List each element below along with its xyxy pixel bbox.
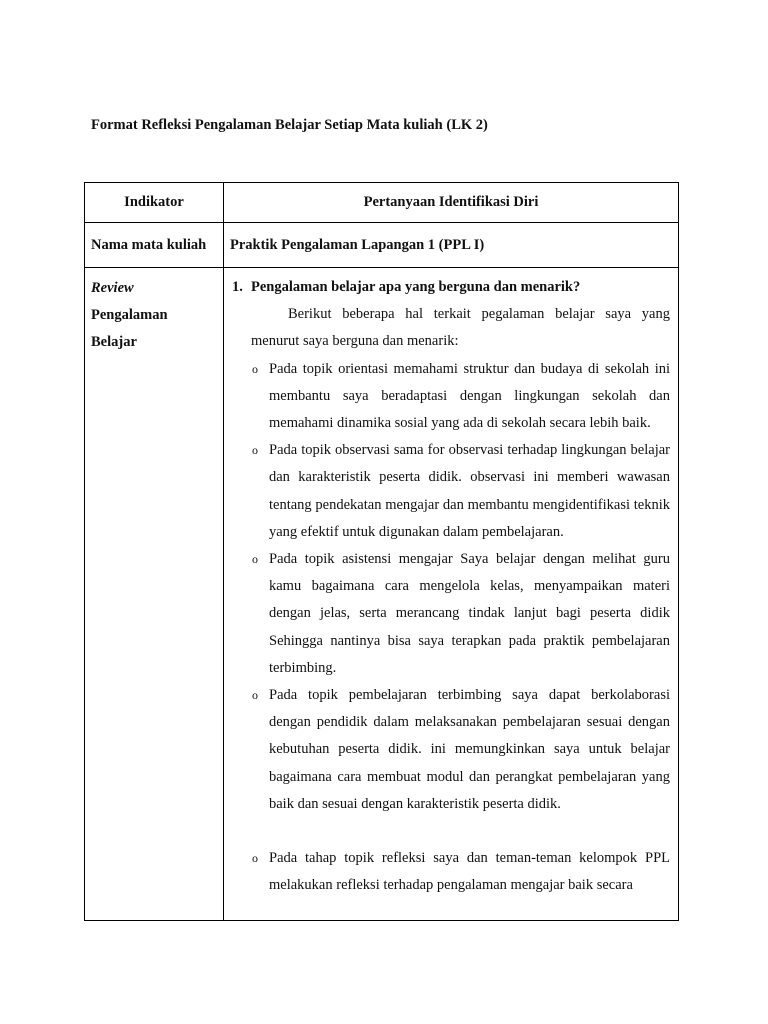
list-item xyxy=(232,437,670,546)
list-item xyxy=(232,845,670,899)
list-item-text: Pada topik pembelajaran terbimbing saya dapat berkolaborasi dengan pendidik dalam melaksanakan pembelajaran sesuai dengan kebutuhan peserta didik. ini memungkinkan saya untuk belajar bagaimana cara membuat modul dan perangkat pembelajaran yang baik dan sesuai dengan karakteristik peserta didik. xyxy=(269,687,670,812)
review-label-italic: Review xyxy=(91,280,134,296)
review-row xyxy=(85,268,679,921)
list-item-text: Pada tahap topik refleksi saya dan teman-teman kelompok PPL melakukan refleksi terhadap pengalaman mengajar baik secara xyxy=(269,850,670,894)
list-item-text: Pada topik asistensi mengajar Saya belajar dengan melihat guru kamu bagaimana cara mengelola kelas, menyampaikan materi dengan jelas, serta merancang tindak lanjut bagi peserta didik Sehingga nantinya bisa saya terapkan pada praktik pembelajaran terbimbing. xyxy=(269,551,670,676)
course-row xyxy=(85,223,679,268)
intro-paragraph: Berikut beberapa hal terkait pegalaman belajar saya yang menurut saya berguna dan menarik: xyxy=(251,306,670,350)
header-indikator: Indikator xyxy=(85,183,224,223)
bullet-marker: o xyxy=(252,552,258,567)
review-content-cell xyxy=(224,268,679,921)
list-item xyxy=(232,356,670,438)
list-item xyxy=(232,682,670,818)
list-item xyxy=(232,546,670,682)
list-item-text: Pada topik orientasi memahami struktur dan budaya di sekolah ini membantu saya beradaptasi dengan lingkungan sekolah dan memahami dinamika sosial yang ada di sekolah secara lebih baik. xyxy=(269,360,670,432)
review-label-cell xyxy=(85,268,224,921)
review-label-line2: Belajar xyxy=(91,334,137,350)
list-item-text: Pada topik observasi sama for observasi terhadap lingkungan belajar dan karakteristik peserta didik. observasi ini memberi wawasan tentang pendekatan mengajar dan membantu mengidentifikasi teknik yang efektif untuk digunakan dalam pembelajaran. xyxy=(269,442,670,540)
question-heading xyxy=(232,274,670,301)
bullet-marker: o xyxy=(252,688,258,703)
document-title: Format Refleksi Pengalaman Belajar Setiap Mata kuliah (LK 2) xyxy=(91,117,488,133)
bullet-list xyxy=(232,356,670,900)
reflection-table xyxy=(84,182,679,921)
review-label-line1: Pengalaman xyxy=(91,307,168,323)
question-text: Pengalaman belajar apa yang berguna dan menarik? xyxy=(251,279,581,295)
course-label: Nama mata kuliah xyxy=(85,223,224,268)
bullet-marker: o xyxy=(252,443,258,458)
bullet-marker: o xyxy=(252,361,258,376)
table-header-row xyxy=(85,183,679,223)
header-pertanyaan: Pertanyaan Identifikasi Diri xyxy=(224,183,679,223)
course-value: Praktik Pengalaman Lapangan 1 (PPL I) xyxy=(224,223,679,268)
bullet-marker: o xyxy=(252,851,258,866)
question-number: 1. xyxy=(232,279,243,295)
